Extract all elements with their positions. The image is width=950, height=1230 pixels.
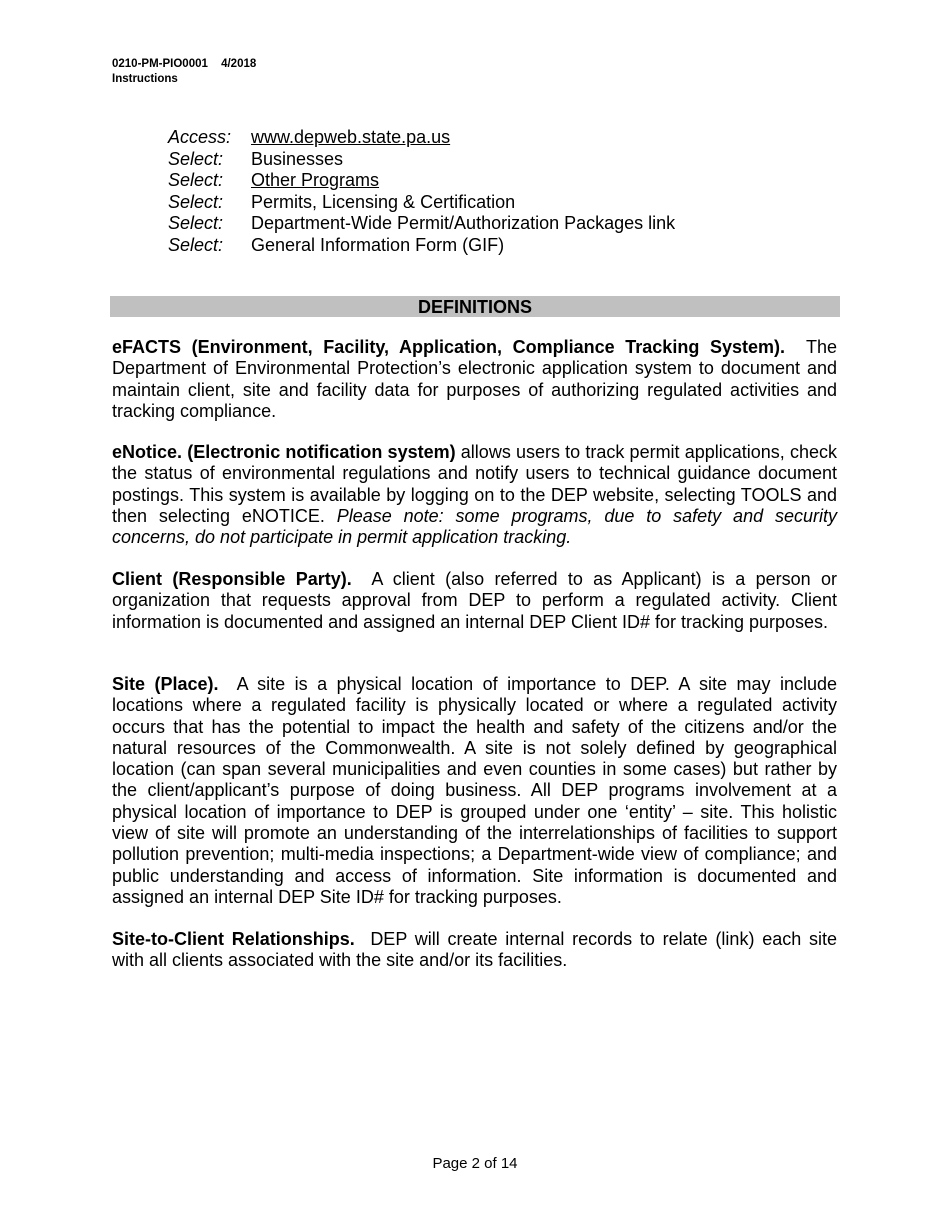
definition-term: eNotice. (Electronic notification system) (112, 442, 456, 462)
nav-value: Businesses (251, 148, 344, 169)
nav-key: Select: (168, 170, 224, 191)
nav-row (168, 149, 675, 171)
definition-text: DEP will create internal records to relate (link) each site with all clients associated with the site and/or its facilities. (112, 929, 837, 971)
nav-key: Select: (168, 213, 224, 234)
form-code: 0210-PM-PIO0001 (112, 58, 208, 70)
nav-row (168, 127, 675, 149)
definition-efacts (112, 337, 837, 422)
definition-term: Client (Responsible Party). (112, 569, 352, 589)
nav-row (168, 192, 675, 214)
nav-value: Permits, Licensing & Certification (251, 191, 516, 212)
nav-row (168, 170, 675, 192)
nav-value: Department-Wide Permit/Authorization Packages link (251, 213, 676, 234)
website-link[interactable]: www.depweb.state.pa.us (251, 127, 451, 147)
nav-row (168, 235, 675, 257)
nav-key: Select: (168, 234, 224, 255)
access-instructions (168, 127, 675, 257)
document-type: Instructions (112, 73, 178, 85)
definition-client (112, 569, 837, 633)
definition-site (112, 674, 837, 908)
nav-key: Access: (168, 127, 232, 147)
nav-key: Select: (168, 191, 224, 212)
other-programs-link[interactable]: Other Programs (251, 170, 380, 191)
definitions-heading: DEFINITIONS (110, 296, 840, 317)
definition-term: eFACTS (Environment, Facility, Application, Compliance Tracking System). (112, 337, 785, 357)
definition-text: allows users to track permit applications, check the status of environmental regulations and notify users to technical guidance document postings. This system is available by logging on to the DEP website, selecting TOOLS and then selecting eNOTICE. (112, 442, 837, 526)
nav-row (168, 213, 675, 235)
definition-term: Site-to-Client Relationships. (112, 929, 355, 949)
definition-site-to-client (112, 929, 837, 972)
definition-text: A client (also referred to as Applicant) is a person or organization that requests approval from DEP to perform a regulated activity. Client information is documented and assigned an internal DEP Client ID# for tracking purposes. (112, 569, 837, 632)
definition-term: Site (Place). (112, 674, 219, 694)
form-date: 4/2018 (221, 58, 257, 70)
nav-key: Select: (168, 148, 224, 169)
definition-enotice (112, 442, 837, 548)
definition-text: A site is a physical location of importance to DEP. A site may include locations where a regulated facility is physically located or where a regulated activity occurs that has the potential to impact the health and safety of the citizens and/or the natural resources of the Commonwealth. A site is not solely defined by geographical location (can span several municipalities and even counties in some cases) but rather by the client/applicant’s purpose of doing business. All DEP programs involvement at a physical location of importance to DEP is grouped under one ‘entity’ – site. This holistic view of site will promote an understanding of the interrelationships of facilities to support pollution prevention; multi-media inspections; a Department-wide view of compliance; and public understanding and access of information. Site information is documented and assigned an internal DEP Site ID# for tracking purposes. (112, 674, 838, 907)
definition-note: Please note: some programs, due to safety and security concerns, do not participate in permit application tracking. (112, 505, 837, 548)
document-header (112, 57, 256, 87)
page-number: Page 2 of 14 (432, 1155, 518, 1172)
nav-value: General Information Form (GIF) (251, 234, 505, 255)
definition-text: The Department of Environmental Protection’s electronic application system to document and maintain client, site and facility data for purposes of authorizing regulated activities and tracking compliance. (112, 337, 837, 421)
